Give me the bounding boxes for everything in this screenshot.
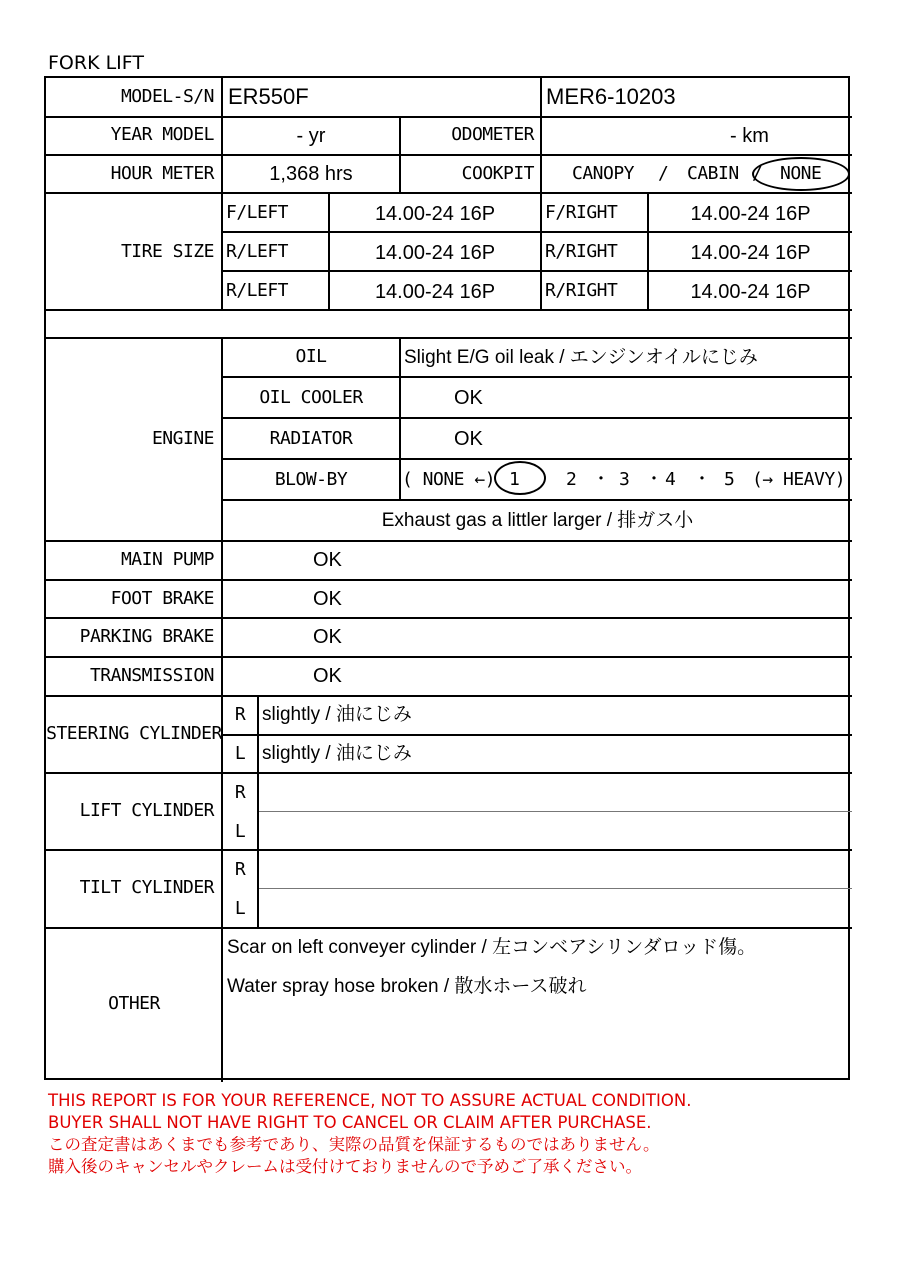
other-note-2: Water spray hose broken / 散水ホース破れ bbox=[227, 976, 587, 997]
blowby-selected-circle bbox=[494, 461, 546, 495]
page-title: FORK LIFT bbox=[48, 52, 144, 74]
cockpit-separator: / bbox=[658, 163, 669, 184]
blowby-level-2: 2 bbox=[566, 469, 577, 490]
tire-r-left-label-2: R/LEFT bbox=[226, 280, 289, 301]
lift-l-label: L bbox=[234, 821, 246, 842]
main-pump-value: OK bbox=[313, 549, 342, 571]
steering-r-label: R bbox=[234, 704, 246, 725]
oil-value: Slight E/G oil leak / エンジンオイルにじみ bbox=[404, 347, 758, 368]
transmission-value: OK bbox=[313, 665, 342, 687]
disclaimer-line-2: BUYER SHALL NOT HAVE RIGHT TO CANCEL OR CLAIM AFTER PURCHASE. bbox=[48, 1113, 652, 1132]
blowby-level-3: 3 bbox=[619, 469, 630, 490]
steering-l-label: L bbox=[234, 743, 246, 764]
main-pump-label: MAIN PUMP bbox=[120, 549, 214, 570]
cockpit-option-cabin: CABIN bbox=[687, 163, 739, 184]
hour-meter-label: HOUR METER bbox=[110, 163, 214, 184]
year-model-label: YEAR MODEL bbox=[110, 124, 214, 145]
transmission-label: TRANSMISSION bbox=[89, 665, 214, 686]
blowby-separator: ・ bbox=[693, 469, 711, 490]
tire-r-left-value-2: 14.00-24 16P bbox=[374, 281, 496, 303]
inspection-sheet bbox=[44, 76, 850, 1080]
radiator-value: OK bbox=[454, 428, 483, 450]
tire-f-left-value: 14.00-24 16P bbox=[374, 203, 496, 225]
model-value: ER550F bbox=[228, 84, 309, 109]
parking-brake-label: PARKING BRAKE bbox=[79, 626, 214, 647]
oil-label: OIL bbox=[295, 346, 327, 367]
oil-cooler-value: OK bbox=[454, 387, 483, 409]
disclaimer-line-1: THIS REPORT IS FOR YOUR REFERENCE, NOT TO ASSURE ACTUAL CONDITION. bbox=[48, 1091, 692, 1110]
tire-r-right-value-2: 14.00-24 16P bbox=[690, 281, 811, 303]
blowby-level-5: 5 bbox=[724, 469, 735, 490]
odometer-value: - km bbox=[730, 125, 769, 147]
tire-r-left-label: R/LEFT bbox=[226, 241, 289, 262]
cookpit-label: COOKPIT bbox=[461, 163, 534, 184]
oil-cooler-label: OIL COOLER bbox=[259, 387, 363, 408]
lift-cylinder-label: LIFT CYLINDER bbox=[79, 800, 214, 821]
tire-r-left-value: 14.00-24 16P bbox=[374, 242, 496, 264]
tilt-cylinder-label: TILT CYLINDER bbox=[79, 877, 214, 898]
lift-r-label: R bbox=[234, 782, 246, 803]
model-sn-label: MODEL-S/N bbox=[120, 86, 214, 107]
steering-cylinder-label: STEERING CYLINDER bbox=[46, 723, 222, 744]
cockpit-separator: / bbox=[752, 163, 763, 184]
cockpit-option-none: NONE bbox=[780, 163, 822, 184]
blowby-level-1: 1 bbox=[509, 469, 520, 490]
blowby-separator: ・ bbox=[592, 469, 610, 490]
disclaimer-line-3: この査定書はあくまでも参考であり、実際の品質を保証するものではありません。 bbox=[48, 1135, 660, 1154]
blowby-level-4: 4 bbox=[665, 469, 676, 490]
cockpit-selected-circle bbox=[752, 157, 850, 191]
radiator-label: RADIATOR bbox=[269, 428, 353, 449]
tire-r-right-label-2: R/RIGHT bbox=[545, 280, 618, 301]
serial-value: MER6-10203 bbox=[546, 84, 676, 109]
tire-f-right-label: F/RIGHT bbox=[545, 202, 618, 223]
blowby-label: BLOW-BY bbox=[274, 469, 348, 490]
tire-f-right-value: 14.00-24 16P bbox=[690, 203, 811, 225]
year-value: - yr bbox=[296, 125, 326, 147]
disclaimer bbox=[48, 1090, 691, 1178]
hours-value: 1,368 hrs bbox=[269, 163, 353, 185]
engine-label: ENGINE bbox=[151, 428, 214, 449]
foot-brake-value: OK bbox=[313, 588, 342, 610]
steering-l-value: slightly / 油にじみ bbox=[262, 743, 412, 764]
tire-r-right-value: 14.00-24 16P bbox=[690, 242, 811, 264]
tire-size-label: TIRE SIZE bbox=[120, 241, 214, 262]
blowby-heavy-end: (→ HEAVY) bbox=[752, 469, 846, 490]
engine-note: Exhaust gas a littler larger / 排ガス小 bbox=[381, 510, 694, 531]
other-note-1: Scar on left conveyer cylinder / 左コンベアシリンダロッド傷。 bbox=[227, 937, 757, 958]
odometer-label: ODOMETER bbox=[451, 124, 534, 145]
tire-f-left-label: F/LEFT bbox=[226, 202, 289, 223]
disclaimer-line-4: 購入後のキャンセルやクレームは受付けておりませんので予めご了承ください。 bbox=[48, 1157, 642, 1176]
steering-r-value: slightly / 油にじみ bbox=[262, 704, 412, 725]
foot-brake-label: FOOT BRAKE bbox=[110, 588, 214, 609]
tilt-r-label: R bbox=[234, 859, 246, 880]
blowby-separator: ・ bbox=[645, 469, 663, 490]
other-label: OTHER bbox=[108, 993, 160, 1014]
blowby-none-end: ( NONE ←) bbox=[402, 469, 496, 490]
tire-r-right-label: R/RIGHT bbox=[545, 241, 618, 262]
parking-brake-value: OK bbox=[313, 626, 342, 648]
cockpit-option-canopy: CANOPY bbox=[572, 163, 635, 184]
tilt-l-label: L bbox=[234, 898, 246, 919]
